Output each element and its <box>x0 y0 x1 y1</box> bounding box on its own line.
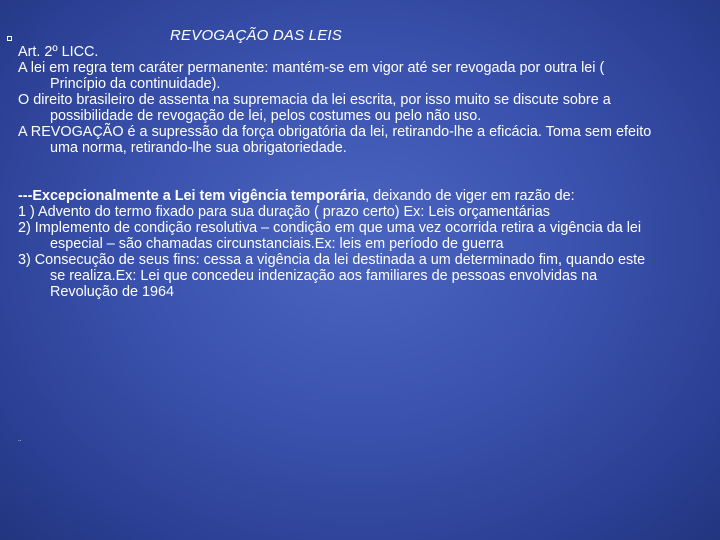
spacer <box>18 156 658 188</box>
slide-title: REVOGAÇÃO DAS LEIS <box>170 27 342 44</box>
square-bullet-icon <box>7 36 12 41</box>
list-item-term: 1 ) Advento do termo fixado para sua duração ( prazo certo) Ex: Leis orçamentárias <box>18 204 550 220</box>
list-item-achievement: 3) Consecução de seus fins: cessa a vigência da lei destinada a um determinado fim, quando este se realiza.Ex: Lei que concedeu indenização aos familiares de pessoas envolvidas na Revolução de 1964 <box>18 252 646 300</box>
paragraph-permanence: A lei em regra tem caráter permanente: mantém-se em vigor até ser revogada por outra lei ( Princípio da continuidade). <box>18 60 605 92</box>
trailing-mark: .. <box>18 437 22 443</box>
paragraph-supremacy: O direito brasileiro de assenta na supremacia da lei escrita, por isso muito se discute sobre a possibilidade de revogação de lei, pelos costumes ou pelo não uso. <box>18 92 611 124</box>
temporary-validity-emphasis: ---Excepcionalmente a Lei tem vigência temporária <box>18 188 366 204</box>
list-item-resolutive-condition: 2) Implemento de condição resolutiva – condição em que uma vez ocorrida retira a vigência da lei especial – são chamadas circunstanciais.Ex: leis em período de guerra <box>18 220 642 252</box>
paragraph-article: Art. 2º LICC. <box>18 44 99 60</box>
paragraph-revocation-definition: A REVOGAÇÃO é a supressão da força obrigatória da lei, retirando-lhe a eficácia. Toma sem efeito uma norma, retirando-lhe sua obrigatoriedade. <box>18 124 652 156</box>
paragraph-temporary-validity <box>18 188 658 204</box>
temporary-validity-rest: , deixando de viger em razão de: <box>365 188 575 204</box>
slide-body <box>18 44 658 300</box>
